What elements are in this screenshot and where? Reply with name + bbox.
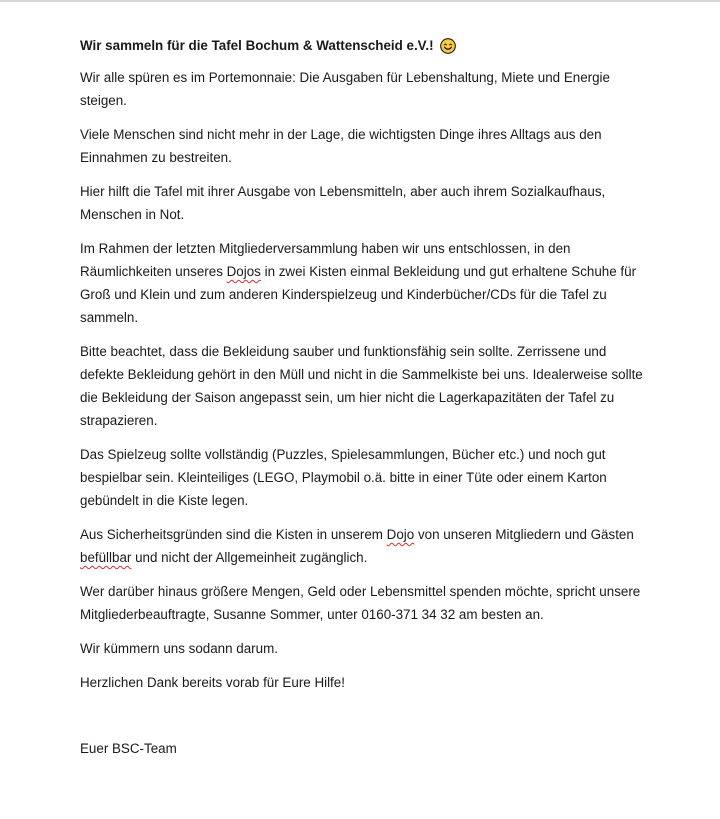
top-border-line <box>0 0 720 2</box>
paragraph-3: Hier hilft die Tafel mit ihrer Ausgabe von Lebensmitteln, aber auch ihrem Sozialkaufhaus, Menschen in Not. <box>80 184 606 222</box>
paragraph-6: Das Spielzeug sollte vollständig (Puzzles, Spielesammlungen, Bücher etc.) und noch gut bespielbar sein. Kleinteiliges (LEGO, Playmobil o.ä. bitte in einer Tüte oder einem Karton gebündelt in die Kiste legen. <box>80 447 607 508</box>
paragraph-5: Bitte beachtet, dass die Bekleidung sauber und funktionsfähig sein sollte. Zerrissene und defekte Bekleidung gehört in den Müll und nicht in die Sammelkiste bei uns. Idealerweise sollte die Bekleidung der Saison angepasst sein, um hier nicht die Lagerkapazitäten der Tafel zu strapazieren. <box>80 344 643 428</box>
paragraph-4-text-end: in zwei Kisten einmal Bekleidung und gut erhaltene Schuhe für Groß und Klein und zum anderen Kinderspielzeug und Kinderbücher/CDs für die Tafel zu sammeln. <box>80 264 637 325</box>
blank-line-spacer <box>80 705 650 737</box>
spellcheck-flagged-word: Dojo <box>386 527 415 542</box>
paragraph-10: Herzlichen Dank bereits vorab für Eure Hilfe! <box>80 675 345 690</box>
document-body <box>80 34 650 771</box>
paragraph-1: Wir alle spüren es im Portemonnaie: Die Ausgaben für Lebenshaltung, Miete und Energie steigen. <box>80 70 610 108</box>
paragraph-7 <box>80 523 650 569</box>
paragraph-4 <box>80 237 650 329</box>
paragraph-7-text-middle: von unseren Mitgliedern und Gästen <box>414 527 634 542</box>
paragraph-7-text-end: und nicht der Allgemeinheit zugänglich. <box>131 550 368 565</box>
paragraph-7-text-start: Aus Sicherheitsgründen sind die Kisten in unserem <box>80 527 387 542</box>
paragraph-8: Wer darüber hinaus größere Mengen, Geld oder Lebensmittel spenden möchte, spricht unsere Mitgliederbeauftragte, Susanne Sommer, unter 0160-371 34 32 am besten an. <box>80 584 641 622</box>
title-text: Wir sammeln für die Tafel Bochum & Wattenscheid e.V.! <box>80 38 434 53</box>
paragraph-4-text-start: Im Rahmen der letzten Mitgliederversammlung haben wir uns entschlossen, in den Räumlichkeiten unseres <box>80 241 571 279</box>
paragraph-2: Viele Menschen sind nicht mehr in der Lage, die wichtigsten Dinge ihres Alltags aus den Einnahmen zu bestreiten. <box>80 127 602 165</box>
document-title <box>80 34 650 57</box>
signature: Euer BSC-Team <box>80 741 177 756</box>
spellcheck-flagged-word: befüllbar <box>80 550 132 565</box>
spellcheck-flagged-word: Dojos <box>226 264 261 279</box>
smiling-face-emoji-icon <box>440 38 456 54</box>
paragraph-9: Wir kümmern uns sodann darum. <box>80 641 278 656</box>
